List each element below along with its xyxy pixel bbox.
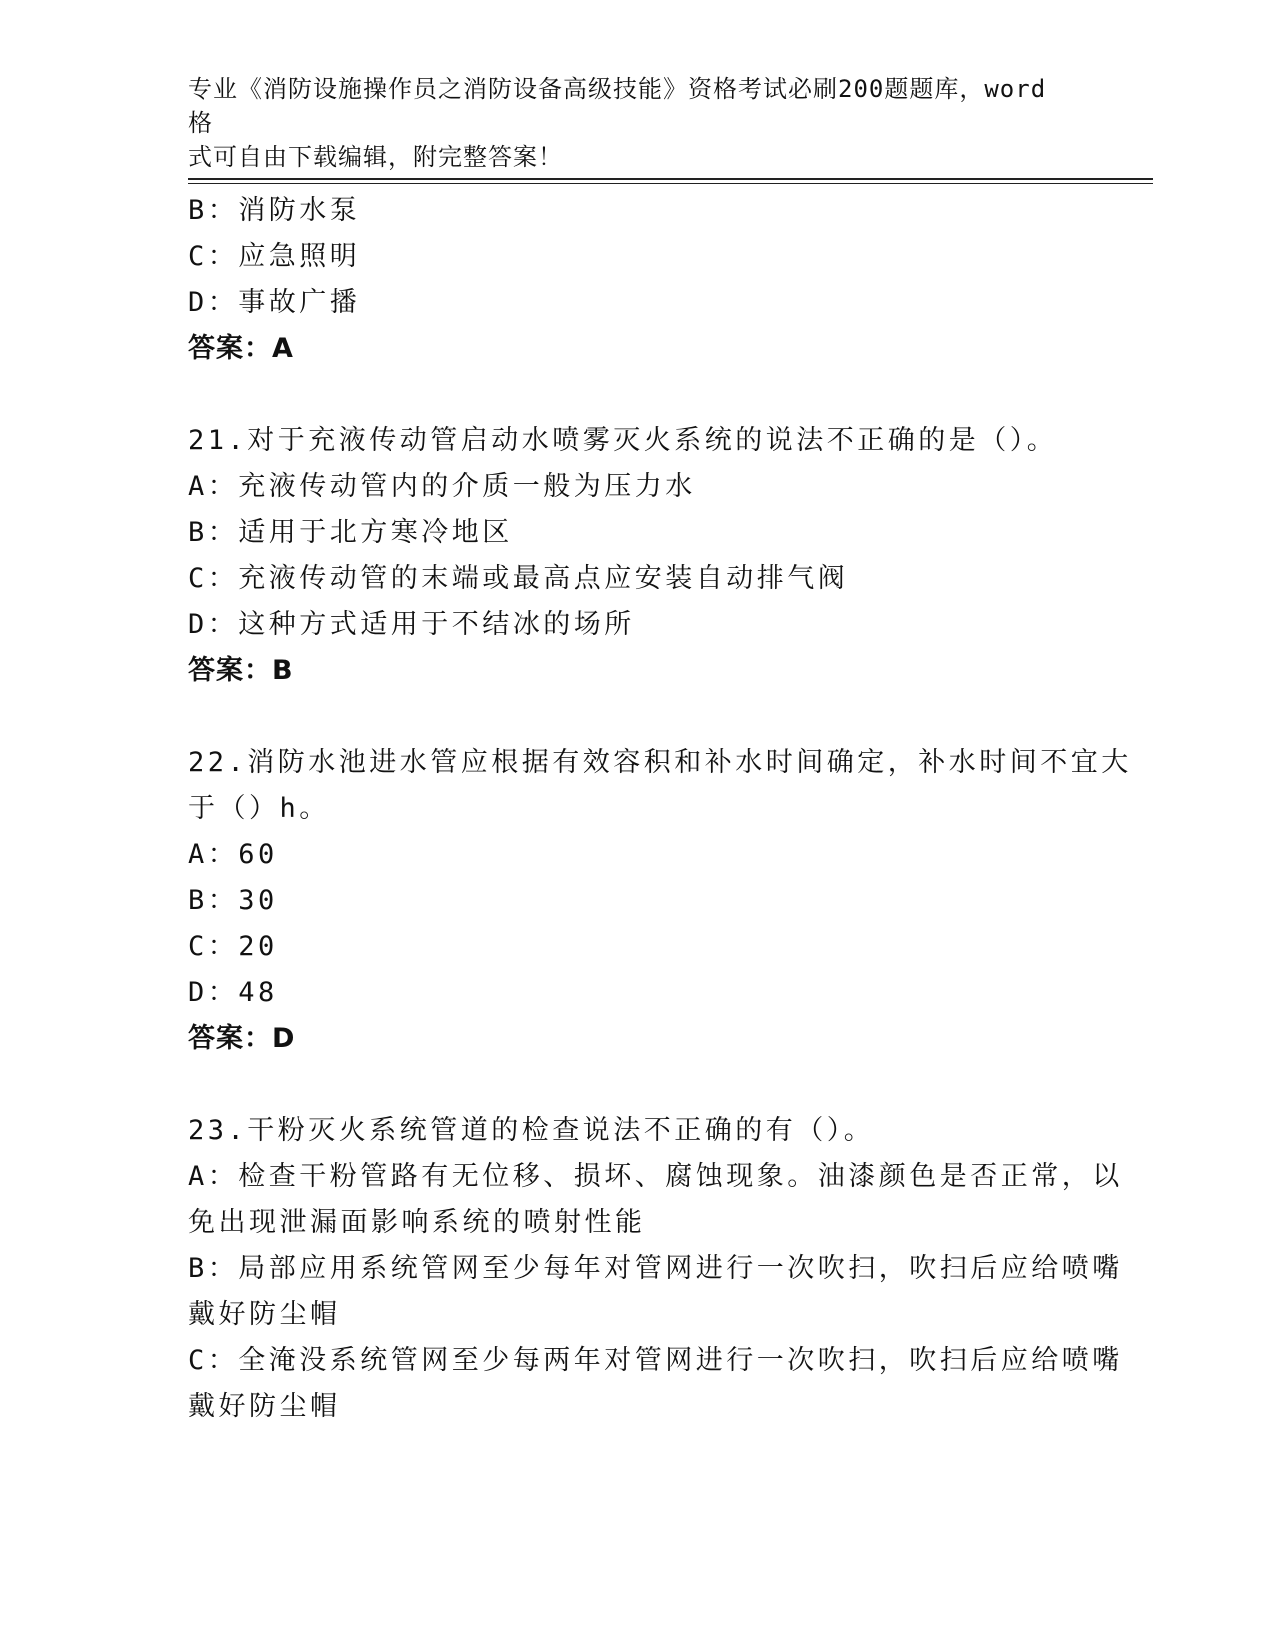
option-c: C：应急照明 xyxy=(188,241,361,272)
option-b: B：消防水泵 xyxy=(188,195,361,226)
header-line-1: 专业《消防设施操作员之消防设备高级技能》资格考试必刷200题题库，word 格 xyxy=(188,75,1047,137)
option-b: B：适用于北方寒冷地区 xyxy=(188,517,513,548)
option-a: A：充液传动管内的介质一般为压力水 xyxy=(188,471,696,502)
spacer xyxy=(188,694,1088,740)
spacer xyxy=(188,1062,1088,1108)
question-stem-line-1: 22.消防水池进水管应根据有效容积和补水时间确定，补水时间不宜大 xyxy=(188,747,1132,778)
spacer xyxy=(188,372,1088,418)
answer-label: 答案：B xyxy=(188,655,294,686)
question-21 xyxy=(188,418,1088,694)
question-stem: 21.对于充液传动管启动水喷雾灭火系统的说法不正确的是（）。 xyxy=(188,425,1058,456)
question-stem-line-2: 于（）h。 xyxy=(188,793,330,824)
answer-label: 答案：D xyxy=(188,1023,296,1054)
question-22 xyxy=(188,740,1132,1062)
option-c: C：20 xyxy=(188,931,278,962)
option-b-line-1: B：局部应用系统管网至少每年对管网进行一次吹扫，吹扫后应给喷嘴 xyxy=(188,1253,1123,1284)
option-a-line-2: 免出现泄漏面影响系统的喷射性能 xyxy=(188,1207,646,1238)
option-d: D：这种方式适用于不结冰的场所 xyxy=(188,609,635,640)
answer-label: 答案：A xyxy=(188,333,294,364)
document-header xyxy=(188,72,1068,174)
question-content xyxy=(188,188,1132,1430)
question-stem: 23.干粉灭火系统管道的检查说法不正确的有（）。 xyxy=(188,1115,875,1146)
option-c: C：充液传动管的末端或最高点应安装自动排气阀 xyxy=(188,563,849,594)
header-divider-thick xyxy=(188,178,1153,180)
option-b: B：30 xyxy=(188,885,278,916)
question-20-tail xyxy=(188,188,1088,372)
option-a: A：60 xyxy=(188,839,278,870)
question-23 xyxy=(188,1108,1123,1430)
option-a-line-1: A：检查干粉管路有无位移、损坏、腐蚀现象。油漆颜色是否正常，以 xyxy=(188,1161,1123,1192)
header-line-2: 式可自由下载编辑，附完整答案！ xyxy=(188,143,563,171)
option-d: D：48 xyxy=(188,977,278,1008)
option-b-line-2: 戴好防尘帽 xyxy=(188,1299,341,1330)
option-d: D：事故广播 xyxy=(188,287,361,318)
option-c-line-1: C：全淹没系统管网至少每两年对管网进行一次吹扫，吹扫后应给喷嘴 xyxy=(188,1345,1123,1376)
header-divider-thin xyxy=(188,183,1153,184)
option-c-line-2: 戴好防尘帽 xyxy=(188,1391,341,1422)
